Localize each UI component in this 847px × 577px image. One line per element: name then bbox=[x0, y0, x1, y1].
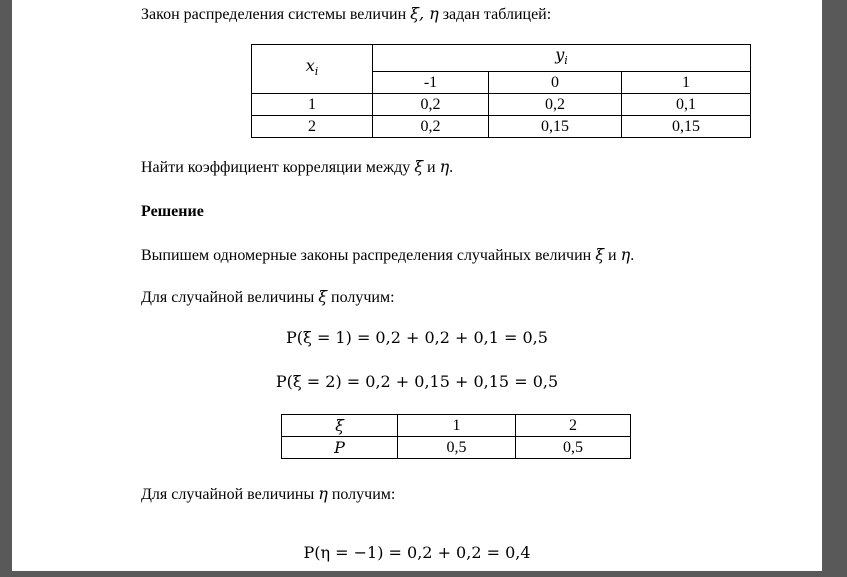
intro-text-end: задан таблицей: bbox=[438, 6, 552, 23]
probability-cell: 0,2 bbox=[373, 116, 489, 138]
formula-p-xi-1: P(ξ = 1) = 0,2 + 0,2 + 0,1 = 0,5 bbox=[286, 328, 548, 347]
step1-text: Выпишем одномерные законы распределения случайных величин bbox=[141, 247, 596, 264]
table-row bbox=[252, 94, 751, 116]
x-symbol: x bbox=[305, 56, 315, 75]
x-value-cell: 2 bbox=[252, 116, 373, 138]
eta-symbol: η bbox=[439, 157, 450, 176]
probability-cell: 0,2 bbox=[489, 94, 622, 116]
xi-symbol: ξ bbox=[595, 245, 605, 264]
step3-text: Для случайной величины bbox=[141, 486, 319, 503]
y-value-cell: 1 bbox=[622, 72, 751, 94]
left-gutter bbox=[0, 0, 12, 577]
y-value-cell: -1 bbox=[373, 72, 489, 94]
table-row bbox=[282, 437, 631, 459]
y-header-cell bbox=[373, 45, 751, 72]
table-row bbox=[252, 116, 751, 138]
value-cell: 1 bbox=[398, 415, 516, 437]
x-value-cell: 1 bbox=[252, 94, 373, 116]
and-word: и bbox=[423, 159, 440, 176]
x-header-cell bbox=[252, 45, 373, 94]
step3-paragraph bbox=[141, 484, 395, 504]
step2-text-end: получим: bbox=[327, 289, 395, 306]
y-symbol: y bbox=[555, 45, 565, 64]
step2-text: Для случайной величины bbox=[141, 289, 319, 306]
xi-symbol: ξ bbox=[318, 287, 328, 306]
probability-cell: 0,15 bbox=[622, 116, 751, 138]
bottom-gutter bbox=[0, 571, 847, 577]
task-paragraph bbox=[141, 157, 453, 177]
x-subscript: i bbox=[314, 65, 319, 79]
step1-paragraph bbox=[141, 245, 634, 265]
y-subscript: i bbox=[564, 54, 568, 68]
xi-header-cell: ξ bbox=[282, 415, 398, 437]
period: . bbox=[630, 247, 635, 264]
formula-p-eta-minus1: P(η = −1) = 0,2 + 0,2 = 0,4 bbox=[303, 543, 531, 562]
right-scroll-gutter bbox=[822, 0, 847, 577]
intro-text: Закон распределения системы величин bbox=[141, 6, 411, 23]
probability-cell: 0,1 bbox=[622, 94, 751, 116]
document-page bbox=[12, 0, 822, 571]
and-word: и bbox=[604, 247, 621, 264]
probability-cell: 0,15 bbox=[489, 116, 622, 138]
probability-cell: 0,5 bbox=[398, 437, 516, 459]
table-row bbox=[282, 415, 631, 437]
p-header-cell: P bbox=[282, 437, 398, 459]
intro-paragraph bbox=[141, 4, 551, 24]
value-cell: 2 bbox=[516, 415, 631, 437]
probability-cell: 0,2 bbox=[373, 94, 489, 116]
period: . bbox=[449, 159, 454, 176]
formula-p-xi-2: P(ξ = 2) = 0,2 + 0,15 + 0,15 = 0,5 bbox=[275, 372, 559, 391]
joint-distribution-table bbox=[251, 44, 751, 138]
eta-symbol: η bbox=[318, 484, 328, 503]
probability-cell: 0,5 bbox=[516, 437, 631, 459]
eta-symbol: η bbox=[620, 245, 631, 264]
intro-variables: ξ, η bbox=[410, 4, 439, 23]
xi-symbol: ξ bbox=[414, 157, 424, 176]
solution-heading: Решение bbox=[141, 203, 204, 220]
step2-paragraph bbox=[141, 287, 395, 307]
step3-text-end: получим: bbox=[327, 486, 396, 503]
y-value-cell: 0 bbox=[489, 72, 622, 94]
task-text: Найти коэффициент корреляции между bbox=[141, 159, 415, 176]
xi-distribution-table bbox=[281, 414, 631, 459]
